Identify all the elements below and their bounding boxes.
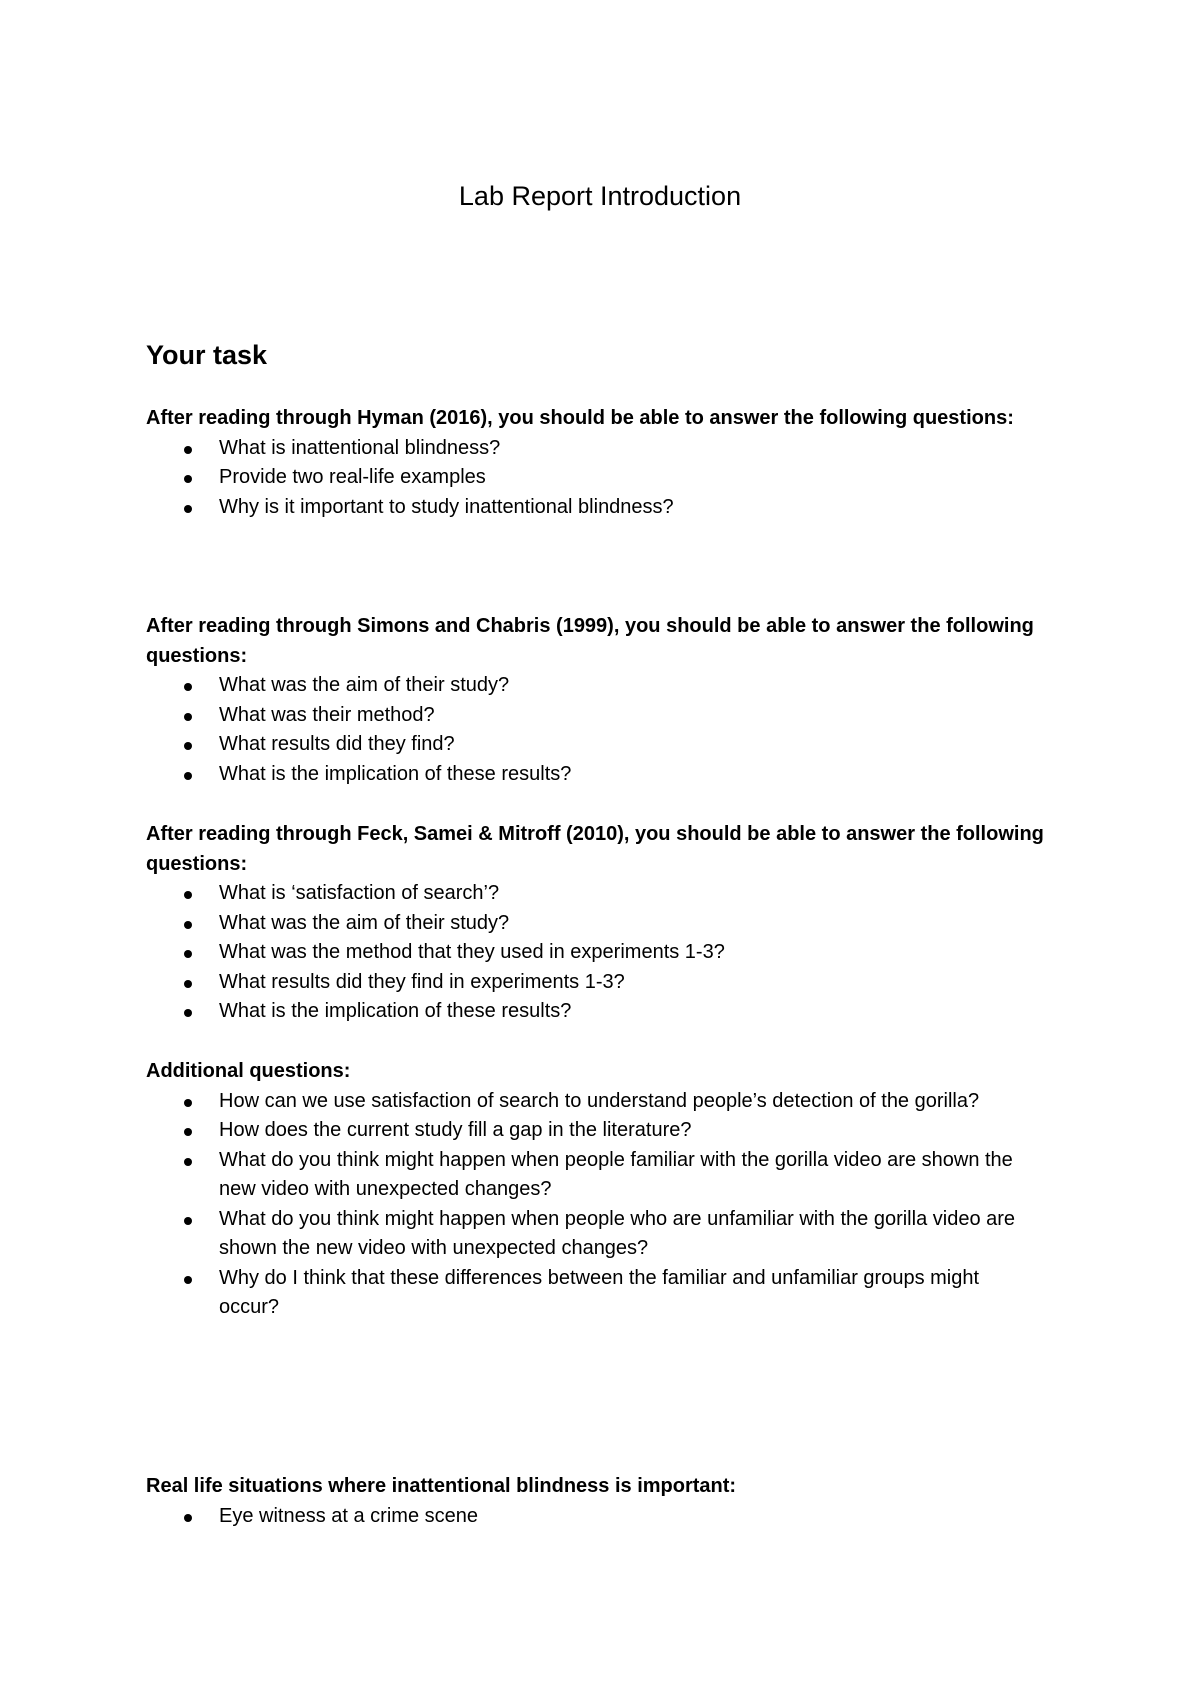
bullet-icon [184, 1158, 192, 1166]
bullet-icon [184, 742, 192, 750]
list-item: What results did they find? [146, 730, 1034, 760]
section-additional-questions [146, 1057, 1046, 1323]
bullet-icon [184, 683, 192, 691]
bullet-icon [184, 1276, 192, 1284]
section-title: After reading through Feck, Samei & Mitroff (2010), you should be able to answer the following questions: [146, 823, 1044, 875]
question-list [146, 879, 1046, 1027]
bullet-icon [184, 1217, 192, 1225]
list-item: How does the current study fill a gap in the literature? [146, 1116, 1034, 1146]
question-list [146, 1087, 1046, 1323]
section-simons-chabris [146, 612, 1046, 789]
list-item: What was the aim of their study? [146, 909, 1034, 939]
list-item: What do you think might happen when people who are unfamiliar with the gorilla video are shown the new video with unexpected changes? [146, 1205, 1034, 1264]
situation-list [146, 1502, 1046, 1532]
list-item: Why is it important to study inattentional blindness? [146, 493, 1034, 523]
bullet-icon [184, 921, 192, 929]
list-item: What is inattentional blindness? [146, 434, 1034, 464]
list-item: How can we use satisfaction of search to understand people’s detection of the gorilla? [146, 1087, 1034, 1117]
list-item: What do you think might happen when people familiar with the gorilla video are shown the new video with unexpected changes? [146, 1146, 1034, 1205]
section-feck-samei-mitroff [146, 820, 1046, 1027]
bullet-icon [184, 980, 192, 988]
list-item: What is the implication of these results? [146, 997, 1034, 1027]
bullet-icon [184, 1128, 192, 1136]
section-title: Additional questions: [146, 1060, 351, 1082]
list-item: Eye witness at a crime scene [146, 1502, 1034, 1532]
bullet-icon [184, 772, 192, 780]
list-item: What is ‘satisfaction of search’? [146, 879, 1034, 909]
question-list [146, 434, 1046, 523]
bullet-icon [184, 713, 192, 721]
bullet-icon [184, 1514, 192, 1522]
bullet-icon [184, 475, 192, 483]
list-item: What was the method that they used in experiments 1-3? [146, 938, 1034, 968]
list-item: What results did they find in experiments 1-3? [146, 968, 1034, 998]
task-heading: Your task [146, 340, 268, 370]
list-item: Why do I think that these differences between the familiar and unfamiliar groups might occur? [146, 1264, 1034, 1323]
section-title: After reading through Hyman (2016), you should be able to answer the following questions: [146, 407, 1014, 429]
question-list [146, 671, 1046, 789]
bullet-icon [184, 1009, 192, 1017]
list-item: What was their method? [146, 701, 1034, 731]
section-title: Real life situations where inattentional blindness is important: [146, 1475, 737, 1497]
section-title: After reading through Simons and Chabris (1999), you should be able to answer the following questions: [146, 615, 1034, 667]
section-real-life-situations [146, 1472, 1046, 1531]
bullet-icon [184, 505, 192, 513]
bullet-icon [184, 950, 192, 958]
list-item: What is the implication of these results? [146, 760, 1034, 790]
bullet-icon [184, 446, 192, 454]
bullet-icon [184, 1099, 192, 1107]
list-item: Provide two real-life examples [146, 463, 1034, 493]
document-title: Lab Report Introduction [458, 181, 742, 211]
list-item: What was the aim of their study? [146, 671, 1034, 701]
bullet-icon [184, 891, 192, 899]
section-hyman [146, 404, 1046, 522]
